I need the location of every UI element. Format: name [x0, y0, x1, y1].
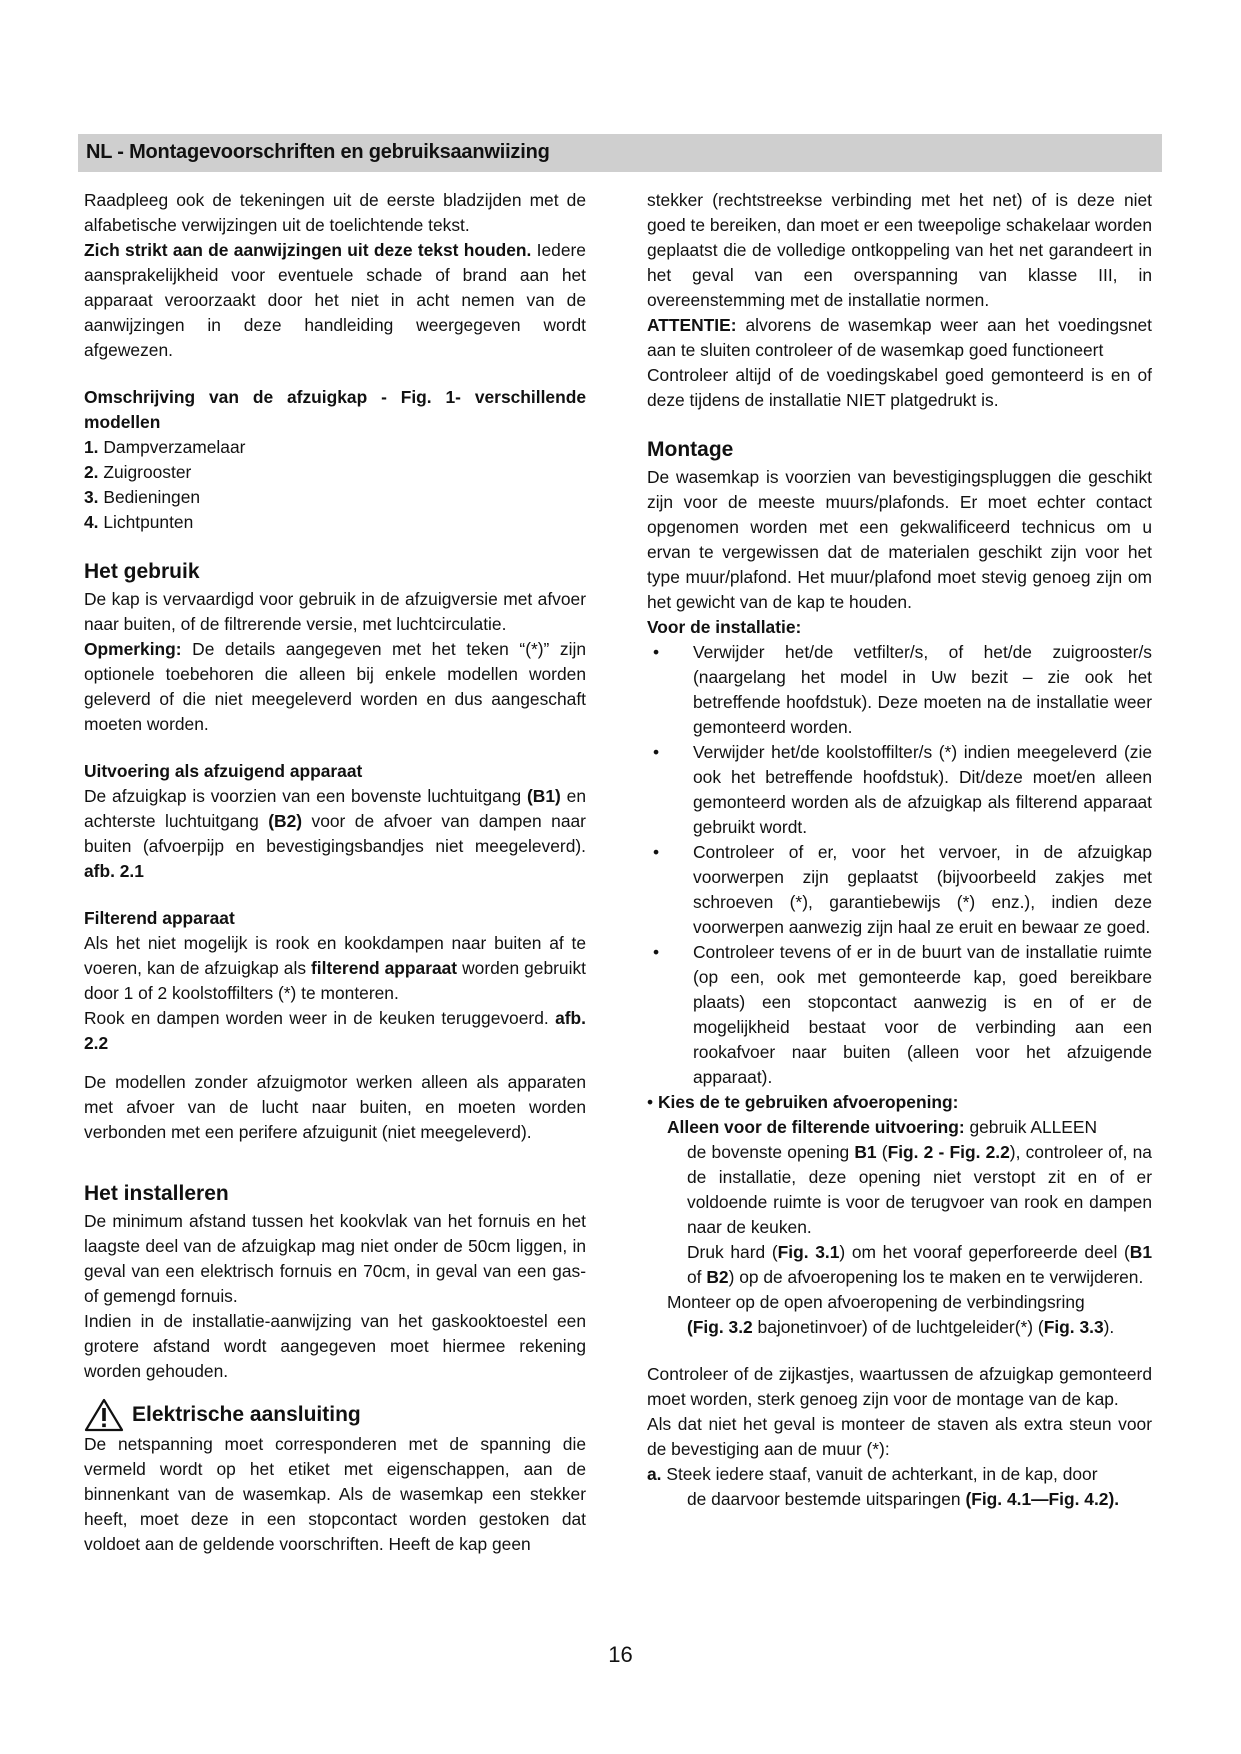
uitvoering-paragraph: De afzuigkap is voorzien van een bovenste luchtuitgang (B1) en achterste luchtuitgang (B2) voor de afvoer van dampen naar buiten (afvoerpijp en bevestigingsbandjes niet meegeleverd). afb. 2.1	[84, 786, 586, 881]
staven-paragraph: Als dat niet het geval is monteer de staven als extra steun voor de bevestiging aan de muur (*):	[647, 1414, 1152, 1459]
intro-warning: Zich strikt aan de aanwijzingen uit deze tekst houden. Iedere aansprakelijkheid voor eventuele schade of brand aan het apparaat veroorzaakt door het niet in acht nemen van de aanwijzingen in deze handleiding weergegeven wordt afgewezen.	[84, 240, 586, 360]
filterend-paragraph-2: Rook en dampen worden weer in de keuken teruggevoerd. afb. 2.2	[84, 1008, 586, 1053]
right-column	[647, 188, 1152, 1512]
montage-heading: Montage	[647, 438, 734, 461]
section-header	[78, 134, 1162, 172]
list-item: • Controleer of er, voor het vervoer, in de afzuigkap voorwerpen zijn geplaatst (bijvoorbeeld zakjes met schroeven (*), garantiebewijs (*) enz.), indien deze voorwerpen aanwezig zijn haal ze eruit en bewaar ze goed.	[653, 842, 1152, 937]
filterend-paragraph: Als het niet mogelijk is rook en kookdampen naar buiten af te voeren, kan de afzuigkap als filterend apparaat worden gebruikt door 1 of 2 koolstoffilters (*) te monteren.	[84, 933, 586, 1003]
step-a-continued: de daarvoor bestemde uitsparingen (Fig. 4.1—Fig. 4.2).	[687, 1489, 1120, 1509]
filter-line: Alleen voor de filterende uitvoering: gebruik ALLEEN	[667, 1117, 1098, 1137]
elektrisch-paragraph: De netspanning moet corresponderen met de spanning die vermeld wordt op het etiket met eigenschappen, aan de binnenkant van de wasemkap. Als de wasemkap een stekker heeft, moet deze in een stopcontact worden gestoken dat voldoet aan de geldende voorschriften. Heeft de kap geen	[84, 1434, 586, 1554]
zijkastjes-paragraph: Controleer of de zijkastjes, waartussen de afzuigkap gemonteerd moet worden, sterk genoeg zijn voor de montage van de kap.	[647, 1364, 1152, 1409]
warning-icon	[84, 1398, 124, 1432]
installatie-subheading: Voor de installatie:	[647, 617, 802, 637]
filterend-heading: Filterend apparaat	[84, 908, 235, 928]
step-a: a. Steek iedere staaf, vanuit de achterkant, in de kap, door	[647, 1464, 1098, 1484]
filterend-paragraph-3: De modellen zonder afzuigmotor werken alleen als apparaten met afvoer van de lucht naar buiten, en moeten worden verbonden met een perifere afzuigunit (niet meegeleverd).	[84, 1072, 586, 1142]
list-item: • Controleer tevens of er in de buurt van de installatie ruimte (op een, ook met gemonteerde kap, goed bereikbare plaats) een stopcontact aanwezig is en of er de mogelijkheid bestaat voor de verbinding aan een rookafvoer naar buiten (alleen voor het afzuigende apparaat).	[653, 942, 1152, 1087]
druk-hard-paragraph: Druk hard (Fig. 3.1) om het vooraf geperforeerde deel (B1 of B2) op de afvoeropening los te maken en te verwijderen.	[687, 1242, 1153, 1287]
monteer-continued: (Fig. 3.2 bajonetinvoer) of de luchtgeleider(*) (Fig. 3.3).	[687, 1317, 1115, 1337]
intro-paragraph: Raadpleeg ook de tekeningen uit de eerste bladzijden met de alfabetische verwijzingen uit de toelichtende tekst.	[84, 190, 586, 235]
elektrisch-heading: Elektrische aansluiting	[132, 1403, 361, 1426]
attentie-paragraph: ATTENTIE: alvorens de wasemkap weer aan het voedingsnet aan te sluiten controleer of de wasemkap goed functioneert	[647, 315, 1152, 360]
bovenste-opening-paragraph: de bovenste opening B1 (Fig. 2 - Fig. 2.2), controleer of, na de installatie, deze opening niet verstopt zit en of er voldoende ruimte is voor de terugvoer van rook en dampen naar de keuken.	[687, 1142, 1152, 1237]
gebruik-paragraph: De kap is vervaardigd voor gebruik in de afzuigversie met afvoer naar buiten, of de filtrerende versie, met luchtcirculatie.	[84, 589, 586, 634]
omschrijving-heading: Omschrijving van de afzuigkap - Fig. 1- verschillende modellen	[84, 387, 586, 432]
installeren-paragraph-2: Indien in de installatie-aanwijzing van het gaskooktoestel een grotere afstand wordt aangegeven moet hiermee rekening worden gehouden.	[84, 1311, 586, 1381]
list-item: 2. Zuigrooster	[84, 462, 192, 482]
kies-item: • Kies de te gebruiken afvoeropening:	[647, 1092, 959, 1112]
list-item: 3. Bedieningen	[84, 487, 201, 507]
list-item: • Verwijder het/de koolstoffilter/s (*) indien meegeleverd (zie ook het betreffende hoofdstuk). Dit/deze moet/en alleen gemonteerd worden als de afzuigkap als filterend apparaat gebruikt wordt.	[653, 742, 1152, 837]
gebruik-heading: Het gebruik	[84, 560, 200, 583]
uitvoering-heading: Uitvoering als afzuigend apparaat	[84, 761, 363, 781]
page-title: NL - Montagevoorschriften en gebruiksaanwiizing	[86, 141, 550, 163]
voedingskabel-paragraph: Controleer altijd of de voedingskabel goed gemonteerd is en of deze tijdens de installatie NIET platgedrukt is.	[647, 365, 1152, 410]
monteer-line: Monteer op de open afvoeropening de verbindingsring	[667, 1292, 1085, 1312]
stekker-paragraph: stekker (rechtstreekse verbinding met het net) of is deze niet goed te bereiken, dan moet er een tweepolige schakelaar worden geplaatst die de volledige ontkoppeling van het net garandeert in het geval van een overspanning van klasse III, in overeenstemming met de installatie normen.	[647, 190, 1152, 310]
installeren-heading: Het installeren	[84, 1182, 229, 1205]
montage-paragraph: De wasemkap is voorzien van bevestigingspluggen die geschikt zijn voor de meeste muurs/plafonds. Er moet echter contact opgenomen worden met een gekwalificeerd technicus om u ervan te vergewissen dat de materialen geschikt zijn voor het type muur/plafond. Het muur/plafond moet stevig genoeg zijn om het gewicht van de kap te houden.	[647, 467, 1152, 612]
parts-list	[84, 435, 586, 535]
elektrisch-heading-row	[84, 1398, 586, 1432]
installeren-paragraph: De minimum afstand tussen het kookvlak van het fornuis en het laagste deel van de afzuigkap mag niet onder de 50cm liggen, in geval van een elektrisch fornuis en 70cm, in geval van een gas- of gemengd fornuis.	[84, 1211, 586, 1306]
page-number: 16	[608, 1642, 633, 1667]
list-item: 4. Lichtpunten	[84, 512, 194, 532]
left-column	[84, 188, 586, 1557]
list-item: • Verwijder het/de vetfilter/s, of het/de zuigrooster/s (naargelang het model in Uw bezit – zie ook het betreffende hoofdstuk). Deze moeten na de installatie weer gemonteerd worden.	[653, 642, 1152, 737]
gebruik-note: Opmerking: De details aangegeven met het teken “(*)” zijn optionele toebehoren die alleen bij enkele modellen worden geleverd of die niet meegeleverd worden en dus aangeschaft moeten worden.	[84, 639, 586, 734]
list-item: 1. Dampverzamelaar	[84, 437, 246, 457]
